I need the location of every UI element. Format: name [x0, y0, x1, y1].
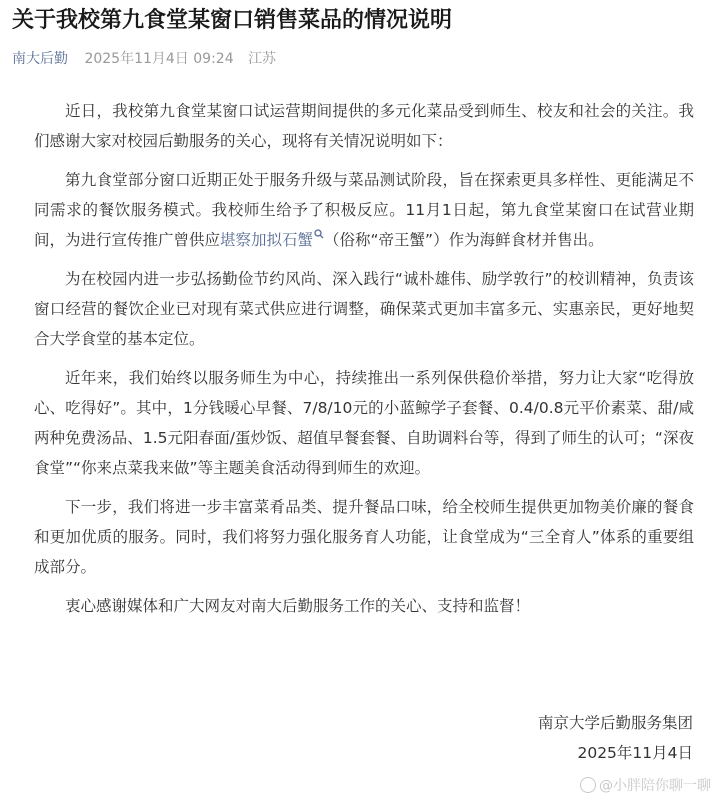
signature-date: 2025年11月4日	[577, 744, 693, 762]
watermark	[580, 775, 711, 795]
paragraph-2	[34, 165, 694, 255]
author-link[interactable]: 南大后勤	[12, 51, 68, 67]
paragraph-6: 衷心感谢媒体和广大网友对南大后勤服务工作的关心、支持和监督！	[65, 597, 531, 615]
paragraph-2-text-after: （俗称“帝王蟹”）作为海鲜食材并售出。	[324, 231, 604, 249]
article-title: 关于我校第九食堂某窗口销售菜品的情况说明	[12, 8, 453, 33]
article-meta	[12, 48, 276, 70]
paragraph-1: 近日，我校第九食堂某窗口试运营期间提供的多元化菜品受到师生、校友和社会的关注。我们感谢大家对校园后勤服务的关心，现将有关情况说明如下：	[34, 102, 694, 150]
watermark-logo-icon	[580, 777, 596, 793]
paragraph-2-text-before: 第九食堂部分窗口近期正处于服务升级与菜品测试阶段，旨在探索更具多样性、更能满足不同需求的餐饮服务模式。我校师生给予了积极反应。11月1日起，第九食堂某窗口在试营业期间，为进行宣传推广曾供应	[34, 171, 694, 249]
paragraph-3: 为在校园内进一步弘扬勤俭节约风尚、深入践行“诚朴雄伟、励学敦行”的校训精神，负责该窗口经营的餐饮企业已对现有菜式供应进行调整，确保菜式更加丰富多元、实惠亲民，更好地契合大学食堂的基本定位。	[34, 270, 694, 348]
paragraph-5: 下一步，我们将进一步丰富菜肴品类、提升餐品口味，给全校师生提供更加物美价廉的餐食和更加优质的服务。同时，我们将努力强化服务育人功能，让食堂成为“三全育人”体系的重要组成部分。	[34, 498, 694, 576]
signature-org: 南京大学后勤服务集团	[537, 714, 693, 732]
signature-block	[538, 708, 693, 768]
search-link-king-crab[interactable]: 堪察加拟石蟹	[220, 231, 314, 249]
publish-location: 江苏	[248, 51, 277, 67]
watermark-text: @小胖陪你聊一聊	[599, 778, 711, 794]
search-icon[interactable]	[314, 229, 324, 239]
article-body	[34, 96, 694, 630]
paragraph-4: 近年来，我们始终以服务师生为中心，持续推出一系列保供稳价举措，努力让大家“吃得放心、吃得好”。其中，1分钱暖心早餐、7/8/10元的小蓝鲸学子套餐、0.4/0.8元平价素菜、甜/咸两种免费汤品、1.5元阳春面/蛋炒饭、超值早餐套餐、自助调料台等，得到了师生的认可；“深夜食堂”“你来点菜我来做”等主题美食活动得到师生的欢迎。	[34, 369, 694, 477]
publish-date: 2025年11月4日 09:24	[84, 51, 234, 67]
